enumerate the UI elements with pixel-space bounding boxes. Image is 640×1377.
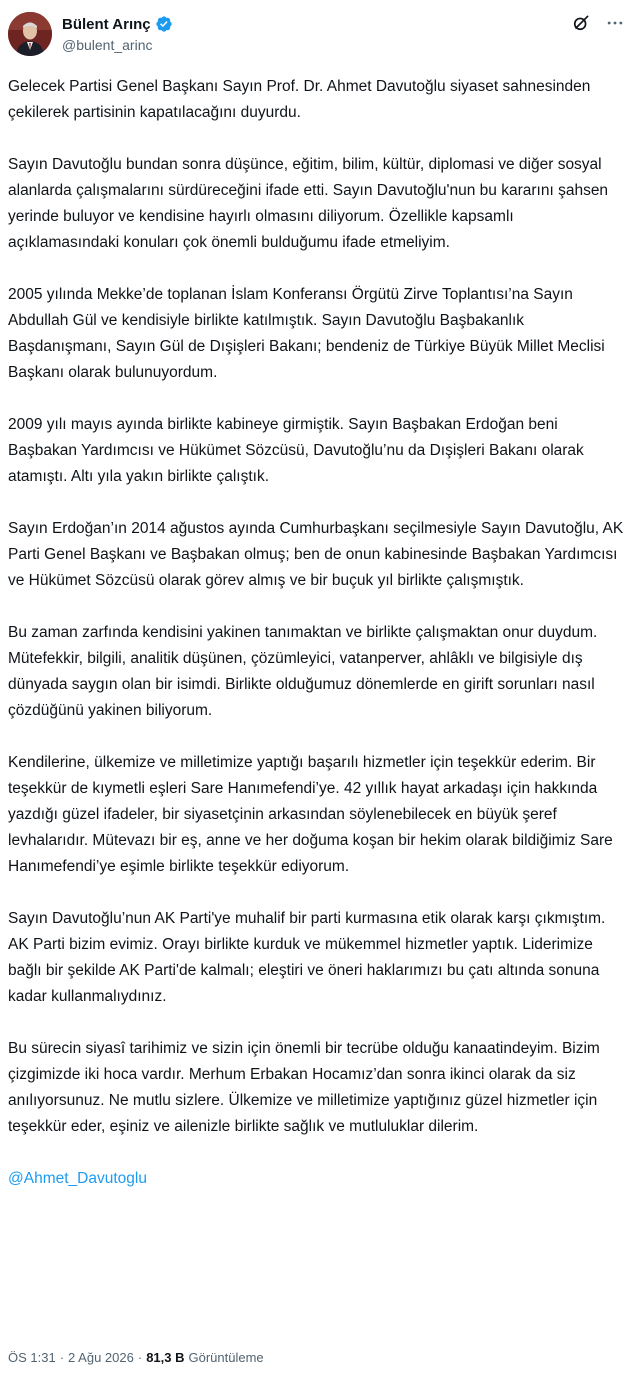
paragraph: Kendilerine, ülkemize ve milletimize yaptığı başarılı hizmetler için teşekkür ederim. Bir teşekkür de kıymetli eşleri Sare Hanımefendi’ye. 42 yıllık hayat arkadaşı için hakkında yazdığı güzel ifadeler, bir siyasetçinin arkasından söylenebilecek en büyük şeref levhalarıdır. Mütevazı bir eş, anne ve her doğuma koşan bir hekim olarak bildiğimiz Sare Hanımefendi’ye eşimle birlikte teşekkür ediyorum.: [8, 754, 613, 875]
tweet-header: [0, 0, 640, 66]
views-count: 81,3 B: [146, 1350, 185, 1365]
paragraph: 2005 yılında Mekke’de toplanan İslam Konferansı Örgütü Zirve Toplantısı’na Sayın Abdullah Gül ve kendisiyle birlikte katılmıştık. Sayın Davutoğlu Başbakanlık Başdanışmanı, Sayın Gül de Dışişleri Bakanı; bendeniz de Türkiye Büyük Millet Meclisi Başkanı olarak bulunuyordum.: [8, 286, 605, 381]
mention-link[interactable]: @Ahmet_Davutoglu: [8, 1170, 147, 1187]
handle[interactable]: @bulent_arinc: [62, 37, 153, 53]
tweet-meta: [8, 1350, 264, 1365]
more-icon[interactable]: [604, 12, 626, 34]
paragraph: Gelecek Partisi Genel Başkanı Sayın Prof. Dr. Ahmet Davutoğlu siyaset sahnesinden çekilerek partisinin kapatılacağını duyurdu.: [8, 78, 591, 121]
verified-badge-icon: [155, 15, 173, 33]
avatar[interactable]: [8, 12, 52, 56]
avatar-image: [8, 12, 52, 56]
tweet-text: [8, 74, 628, 1218]
paragraph: Sayın Erdoğan’ın 2014 ağustos ayında Cumhurbaşkanı seçilmesiyle Sayın Davutoğlu, AK Parti Genel Başkanı ve Başbakan olmuş; ben de onun kabinesinde Başbakan Yardımcısı ve Hükümet Sözcüsü olarak görev almış ve bir buçuk yıl birlikte çalışmıştık.: [8, 520, 624, 589]
paragraph: Sayın Davutoğlu bundan sonra düşünce, eğitim, bilim, kültür, diplomasi ve diğer sosyal alanlarda çalışmalarını sürdüreceğini ifade etti. Sayın Davutoğlu'nun bu kararını şahsen yerinde buluyor ve kendisine hayırlı olmasını diliyorum. Özellikle kapsamlı açıklamasındaki konuları çok önemli bulduğumu ifade etmeliyim.: [8, 156, 609, 251]
separator: ·: [137, 1350, 143, 1365]
paragraph: Bu sürecin siyasî tarihimiz ve sizin için önemli bir tecrübe olduğu kanaatindeyim. Bizim çizgimizde iki hoca vardır. Merhum Erbakan Hocamız’dan sonra ikinci olarak da siz anılıyorsunuz. Ne mutlu sizlere. Ülkemize ve milletimize yaptığınız güzel hizmetler için teşekkür eder, eşiniz ve ailenizle birlikte sağlık ve mutluluklar dilerim.: [8, 1040, 600, 1135]
timestamp-time[interactable]: ÖS 1:31: [8, 1350, 56, 1365]
name-row: [62, 14, 173, 34]
views-label: Görüntüleme: [188, 1350, 264, 1365]
grok-icon[interactable]: [570, 12, 592, 34]
header-actions: [570, 12, 626, 34]
paragraph: 2009 yılı mayıs ayında birlikte kabineye girmiştik. Sayın Başbakan Erdoğan beni Başbakan Yardımcısı ve Hükümet Sözcüsü, Davutoğlu’nu da Dışişleri Bakanı olarak atamıştı. Altı yıla yakın birlikte çalıştık.: [8, 416, 584, 485]
paragraph: Sayın Davutoğlu’nun AK Parti'ye muhalif bir parti kurmasına etik olarak karşı çıkmıştım. AK Parti bizim evimiz. Orayı birlikte kurduk ve mükemmel hizmetler yaptık. Liderimize bağlı bir şekilde AK Parti'de kalmalı; eleştiri ve öneri haklarımızı bu çatı altında sonuna kadar kullanmalıydınız.: [8, 910, 606, 1005]
display-name[interactable]: Bülent Arınç: [62, 15, 151, 33]
timestamp-date[interactable]: 2 Ağu 2026: [68, 1350, 134, 1365]
separator: ·: [59, 1350, 65, 1365]
paragraph: Bu zaman zarfında kendisini yakinen tanımaktan ve birlikte çalışmaktan onur duydum. Mütefekkir, bilgili, analitik düşünen, çözümleyici, vatanperver, ahlâklı ve bilgisiyle dış dünyada saygın olan bir isimdi. Birlikte olduğumuz dönemlerde en girift sorunları nasıl çözdüğünü yakinen biliyorum.: [8, 624, 598, 719]
